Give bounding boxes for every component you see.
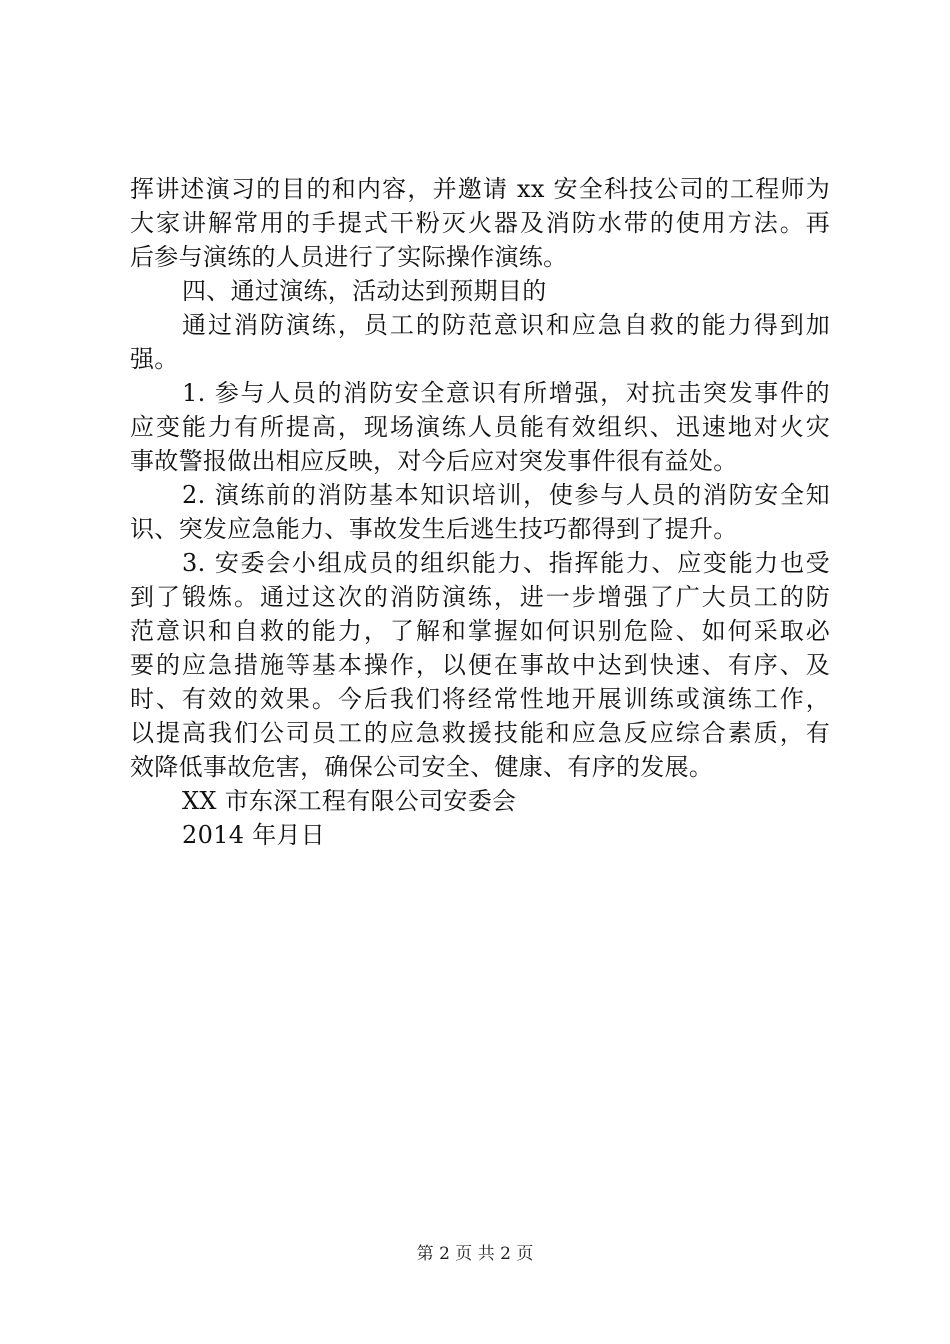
list-item-1-line-2: 应变能力有所提高，现场演练人员能有效组织、迅速地对火灾 [130,413,830,441]
document-body [130,172,830,852]
list-item-3-line-3: 范意识和自救的能力，了解和掌握如何识别危险、如何采取必 [130,617,830,645]
text-line-3: 后参与演练的人员进行了实际操作演练。 [130,243,568,271]
list-item-3-line-6: 以提高我们公司员工的应急救援技能和应急反应综合素质，有 [130,719,830,747]
text-line-6: 强。 [130,345,179,373]
list-item-3-line-2: 到了锻炼。通过这次的消防演练，进一步增强了广大员工的防 [130,583,830,611]
list-item-3-line-4: 要的应急措施等基本操作，以便在事故中达到快速、有序、及 [130,651,830,679]
list-item-2-line-2: 识、突发应急能力、事故发生后逃生技巧都得到了提升。 [130,515,738,543]
list-item-3-line-7: 效降低事故危害，确保公司安全、健康、有序的发展。 [130,753,714,781]
signature-date: 2014 年月日 [182,821,326,849]
list-item-1-line-3: 事故警报做出相应反映，对今后应对突发事件很有益处。 [130,447,738,475]
text-line-5: 通过消防演练，员工的防范意识和应急自救的能力得到加 [182,311,830,339]
list-item-2-line-1: 2. 演练前的消防基本知识培训，使参与人员的消防安全知 [182,481,830,509]
text-line-2: 大家讲解常用的手提式干粉灭火器及消防水带的使用方法。再 [130,209,830,237]
section-heading: 四、通过演练，活动达到预期目的 [182,277,547,305]
list-item-3-line-5: 时、有效的效果。今后我们将经常性地开展训练或演练工作， [130,685,830,713]
signature-organization: XX 市东深工程有限公司安委会 [182,787,517,815]
page-number-footer: 第 2 页 共 2 页 [416,1244,534,1264]
list-item-3-line-1: 3. 安委会小组成员的组织能力、指挥能力、应变能力也受 [182,549,830,577]
list-item-1-line-1: 1. 参与人员的消防安全意识有所增强，对抗击突发事件的 [182,379,830,407]
text-line-1: 挥讲述演习的目的和内容，并邀请 xx 安全科技公司的工程师为 [130,175,830,203]
